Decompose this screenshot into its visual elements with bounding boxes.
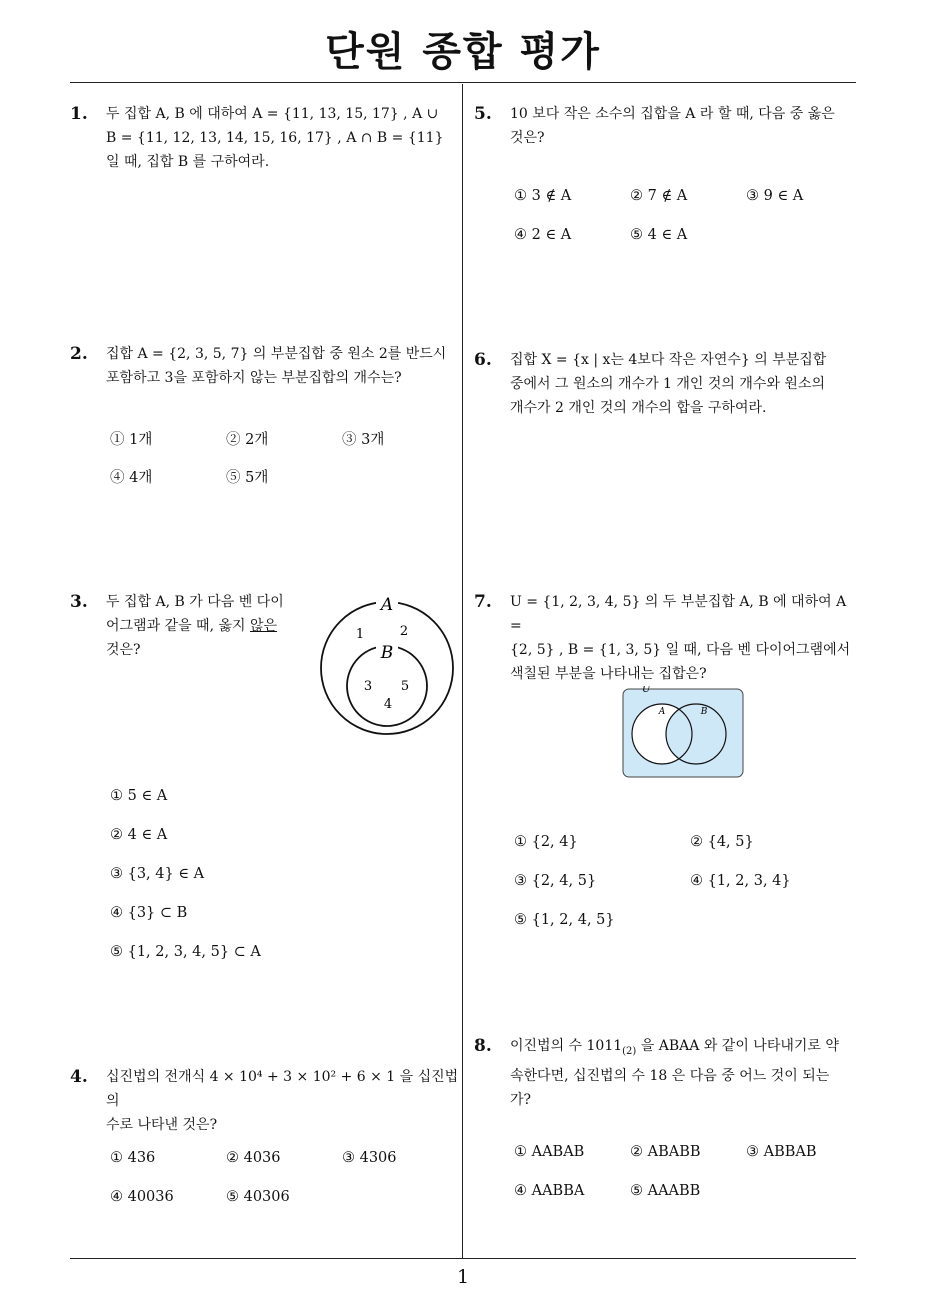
text-line: 포함하고 3을 포함하지 않는 부분집합의 개수는? — [106, 370, 402, 386]
option-2[interactable]: ② ABABB — [630, 1144, 701, 1160]
text-line: 색칠된 부분을 나타내는 집합은? — [510, 666, 707, 682]
option-2[interactable]: ② 7 ∉ A — [630, 188, 688, 204]
element: 1 — [355, 627, 365, 642]
option-4[interactable]: ④ {1, 2, 3, 4} — [690, 873, 791, 889]
column-divider — [462, 84, 463, 1258]
question-number: 2. — [70, 344, 88, 364]
text-line: 십진법의 전개식 4 × 10⁴ + 3 × 10² + 6 × 1 을 십진법의 — [106, 1069, 459, 1109]
venn-diagram-shaded — [622, 686, 746, 780]
option-4[interactable]: ④ {3} ⊂ B — [110, 905, 188, 921]
top-rule — [70, 82, 856, 83]
question-text — [510, 590, 860, 686]
option-5[interactable]: ⑤ AAABB — [630, 1183, 701, 1199]
question-text — [106, 102, 456, 174]
underlined-word: 않은 — [249, 618, 278, 634]
element: 3 — [363, 679, 373, 694]
option-1[interactable]: ① 5 ∈ A — [110, 788, 168, 804]
text-line: 속한다면, 십진법의 수 18 은 다음 중 어느 것이 되는 — [510, 1067, 830, 1084]
option-1[interactable]: ① 3 ∉ A — [514, 188, 572, 204]
option-3[interactable]: ③ 4306 — [342, 1150, 397, 1166]
option-3[interactable]: ③ 3개 — [342, 432, 385, 448]
set-label-b: B — [380, 643, 394, 663]
question-number: 7. — [474, 592, 492, 612]
question-text — [106, 342, 456, 390]
option-3[interactable]: ③ ABBAB — [746, 1144, 817, 1160]
question-text — [510, 1034, 862, 1112]
set-label-a: A — [380, 595, 394, 615]
set-label-a: A — [658, 707, 666, 717]
set-label-b: B — [700, 707, 708, 717]
option-2[interactable]: ② 4036 — [226, 1150, 281, 1166]
question-number: 3. — [70, 592, 88, 612]
bottom-rule — [70, 1258, 856, 1259]
text-line: 수로 나타낸 것은? — [106, 1117, 218, 1133]
venn-diagram-nested — [312, 588, 462, 748]
text-line: 집합 A = {2, 3, 5, 7} 의 부분집합 중 원소 2를 반드시 — [106, 346, 447, 362]
option-5[interactable]: ⑤ {1, 2, 3, 4, 5} ⊂ A — [110, 944, 261, 960]
text-line: 것은? — [106, 642, 141, 658]
question-number: 6. — [474, 350, 492, 370]
question-text — [106, 1065, 461, 1137]
text-line: 일 때, 집합 B 를 구하여라. — [106, 154, 270, 170]
option-4[interactable]: ④ 2 ∈ A — [514, 227, 572, 243]
text-line: 을 ABAA 와 같이 나타내기로 약 — [636, 1038, 839, 1054]
option-3[interactable]: ③ {3, 4} ∈ A — [110, 866, 205, 882]
text-line: 두 집합 A, B 가 다음 벤 다이 — [106, 594, 284, 610]
option-3[interactable]: ③ 9 ∈ A — [746, 188, 804, 204]
option-1[interactable]: ① AABAB — [514, 1144, 585, 1160]
element: 2 — [399, 624, 409, 639]
element: 4 — [383, 697, 393, 712]
option-1[interactable]: ① 436 — [110, 1150, 156, 1166]
option-5[interactable]: ⑤ {1, 2, 4, 5} — [514, 912, 615, 928]
question-number: 4. — [70, 1067, 88, 1087]
question-text — [106, 590, 306, 662]
text-line: 중에서 그 원소의 개수가 1 개인 것의 개수와 원소의 — [510, 376, 825, 392]
question-number: 1. — [70, 104, 88, 124]
option-4[interactable]: ④ 4개 — [110, 470, 153, 486]
element: 5 — [400, 679, 410, 694]
question-number: 5. — [474, 104, 492, 124]
outer-set-circle — [321, 602, 453, 734]
text-line: 것은? — [510, 130, 545, 146]
option-2[interactable]: ② {4, 5} — [690, 834, 754, 850]
text-line: 가? — [510, 1091, 532, 1108]
option-1[interactable]: ① 1개 — [110, 432, 153, 448]
question-number: 8. — [474, 1036, 492, 1056]
text-line: 개수가 2 개인 것의 개수의 합을 구하여라. — [510, 400, 767, 416]
text-line: 두 집합 A, B 에 대하여 A = {11, 13, 15, 17} , A ∪ — [106, 106, 439, 122]
option-2[interactable]: ② 2개 — [226, 432, 269, 448]
page-title: 단원 종합 평가 — [325, 29, 601, 75]
option-1[interactable]: ① {2, 4} — [514, 834, 578, 850]
universe-label: U — [642, 686, 651, 695]
base-subscript: (2) — [622, 1045, 637, 1057]
option-5[interactable]: ⑤ 4 ∈ A — [630, 227, 688, 243]
text-line: 10 보다 작은 소수의 집합을 A 라 할 때, 다음 중 옳은 — [510, 106, 835, 122]
page-number: 1 — [456, 1266, 470, 1288]
option-5[interactable]: ⑤ 5개 — [226, 470, 269, 486]
text-line: 집합 X = {x | x는 4보다 작은 자연수} 의 부분집합 — [510, 352, 827, 368]
question-text — [510, 348, 860, 420]
option-3[interactable]: ③ {2, 4, 5} — [514, 873, 597, 889]
text-line: B = {11, 12, 13, 14, 15, 16, 17} , A ∩ B = {11} — [106, 130, 444, 146]
text-line: 어그램과 같을 때, 옳지 — [106, 618, 246, 634]
option-2[interactable]: ② 4 ∈ A — [110, 827, 168, 843]
option-5[interactable]: ⑤ 40306 — [226, 1189, 290, 1205]
text-line: U = {1, 2, 3, 4, 5} 의 두 부분집합 A, B 에 대하여 A = — [510, 594, 847, 634]
text-line: {2, 5} , B = {1, 3, 5} 일 때, 다음 벤 다이어그램에서 — [510, 642, 851, 658]
question-text — [510, 102, 860, 150]
option-4[interactable]: ④ AABBA — [514, 1183, 585, 1199]
text-line: 이진법의 수 1011 — [510, 1038, 623, 1054]
option-4[interactable]: ④ 40036 — [110, 1189, 174, 1205]
